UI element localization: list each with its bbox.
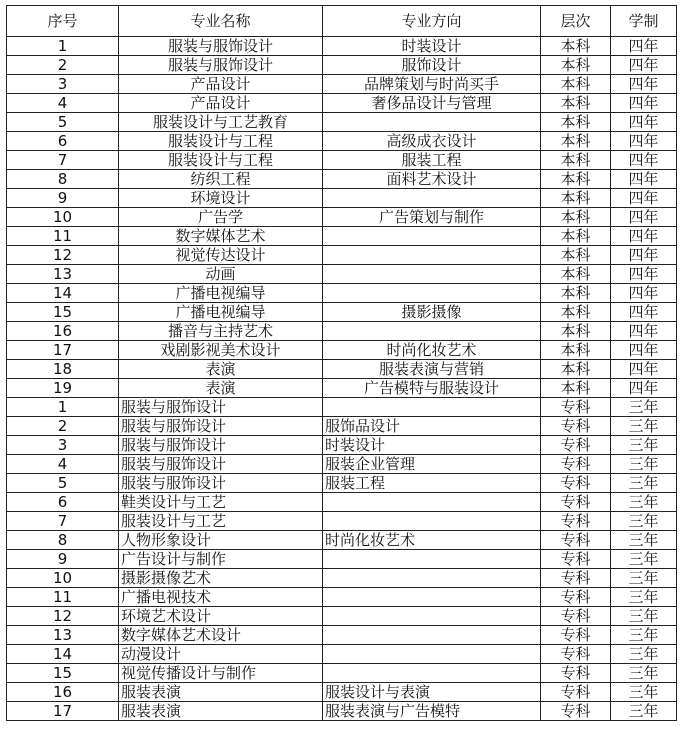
level: 专科 [541,531,611,550]
major-direction: 服装表演与营销 [323,360,541,379]
level: 本科 [541,37,611,56]
level: 本科 [541,113,611,132]
table-row [7,75,677,94]
level: 专科 [541,436,611,455]
level: 本科 [541,379,611,398]
duration: 四年 [611,284,677,303]
level: 专科 [541,683,611,702]
major-name: 播音与主持艺术 [119,322,323,341]
duration: 三年 [611,474,677,493]
major-name: 服装与服饰设计 [119,474,323,493]
table-row [7,493,677,512]
row-index: 14 [7,645,119,664]
table-row [7,683,677,702]
row-index: 6 [7,132,119,151]
level: 本科 [541,341,611,360]
row-index: 3 [7,75,119,94]
level: 本科 [541,170,611,189]
level: 本科 [541,56,611,75]
level: 专科 [541,626,611,645]
duration: 三年 [611,455,677,474]
duration: 三年 [611,417,677,436]
major-direction: 广告策划与制作 [323,208,541,227]
major-direction: 服装企业管理 [323,455,541,474]
table-row [7,455,677,474]
table-row [7,645,677,664]
row-index: 9 [7,189,119,208]
level: 本科 [541,189,611,208]
major-name: 服装表演 [119,683,323,702]
major-name: 鞋类设计与工艺 [119,493,323,512]
table-row [7,474,677,493]
table-row [7,246,677,265]
duration: 四年 [611,379,677,398]
row-index: 15 [7,664,119,683]
row-index: 5 [7,113,119,132]
row-index: 11 [7,227,119,246]
duration: 四年 [611,322,677,341]
row-index: 1 [7,398,119,417]
major-direction [323,265,541,284]
table-row [7,208,677,227]
table-row [7,702,677,721]
duration: 四年 [611,227,677,246]
program-table [6,5,677,721]
duration: 三年 [611,626,677,645]
major-direction [323,550,541,569]
table-row [7,588,677,607]
duration: 三年 [611,512,677,531]
major-name: 戏剧影视美术设计 [119,341,323,360]
level: 专科 [541,398,611,417]
major-direction [323,227,541,246]
row-index: 1 [7,37,119,56]
table-row [7,265,677,284]
level: 本科 [541,151,611,170]
level: 专科 [541,550,611,569]
row-index: 18 [7,360,119,379]
row-index: 5 [7,474,119,493]
major-direction: 服装表演与广告模特 [323,702,541,721]
major-name: 产品设计 [119,75,323,94]
table-row [7,56,677,75]
duration: 四年 [611,265,677,284]
table-row [7,569,677,588]
header-direction: 专业方向 [323,6,541,37]
table-row [7,379,677,398]
duration: 四年 [611,56,677,75]
table-row [7,417,677,436]
row-index: 4 [7,94,119,113]
row-index: 16 [7,322,119,341]
row-index: 12 [7,246,119,265]
duration: 四年 [611,151,677,170]
table-row [7,550,677,569]
header-row [7,6,677,37]
table-row [7,664,677,683]
row-index: 9 [7,550,119,569]
major-name: 表演 [119,360,323,379]
major-name: 环境艺术设计 [119,607,323,626]
row-index: 12 [7,607,119,626]
header-level: 层次 [541,6,611,37]
major-direction: 服饰品设计 [323,417,541,436]
level: 专科 [541,645,611,664]
level: 专科 [541,455,611,474]
row-index: 4 [7,455,119,474]
row-index: 17 [7,341,119,360]
major-direction [323,284,541,303]
header-duration: 学制 [611,6,677,37]
level: 本科 [541,303,611,322]
table-row [7,37,677,56]
duration: 三年 [611,702,677,721]
duration: 三年 [611,588,677,607]
major-name: 广播电视技术 [119,588,323,607]
major-name: 动画 [119,265,323,284]
major-direction: 服装工程 [323,151,541,170]
table-row [7,94,677,113]
duration: 三年 [611,645,677,664]
major-name: 广播电视编导 [119,284,323,303]
row-index: 13 [7,265,119,284]
row-index: 2 [7,417,119,436]
major-direction [323,113,541,132]
level: 专科 [541,588,611,607]
duration: 四年 [611,75,677,94]
major-direction: 奢侈品设计与管理 [323,94,541,113]
row-index: 6 [7,493,119,512]
row-index: 19 [7,379,119,398]
major-direction: 摄影摄像 [323,303,541,322]
duration: 四年 [611,37,677,56]
duration: 三年 [611,493,677,512]
table-row [7,398,677,417]
row-index: 2 [7,56,119,75]
major-direction: 时尚化妆艺术 [323,341,541,360]
level: 本科 [541,284,611,303]
duration: 四年 [611,170,677,189]
major-direction: 面料艺术设计 [323,170,541,189]
major-direction: 服饰设计 [323,56,541,75]
major-name: 纺织工程 [119,170,323,189]
duration: 三年 [611,436,677,455]
level: 本科 [541,265,611,284]
row-index: 11 [7,588,119,607]
row-index: 3 [7,436,119,455]
major-name: 广告设计与制作 [119,550,323,569]
major-name: 服装与服饰设计 [119,37,323,56]
level: 专科 [541,417,611,436]
duration: 三年 [611,531,677,550]
major-direction [323,189,541,208]
major-direction [323,569,541,588]
major-name: 服装设计与工程 [119,151,323,170]
major-name: 数字媒体艺术设计 [119,626,323,645]
row-index: 8 [7,531,119,550]
major-direction [323,398,541,417]
row-index: 7 [7,512,119,531]
row-index: 10 [7,208,119,227]
table-row [7,512,677,531]
major-name: 服装设计与工程 [119,132,323,151]
level: 本科 [541,246,611,265]
level: 专科 [541,702,611,721]
duration: 三年 [611,664,677,683]
major-name: 数字媒体艺术 [119,227,323,246]
row-index: 8 [7,170,119,189]
duration: 四年 [611,113,677,132]
level: 本科 [541,360,611,379]
duration: 四年 [611,94,677,113]
duration: 三年 [611,398,677,417]
level: 本科 [541,208,611,227]
major-name: 服装设计与工艺 [119,512,323,531]
major-name: 广播电视编导 [119,303,323,322]
table-row [7,531,677,550]
major-direction: 时尚化妆艺术 [323,531,541,550]
row-index: 16 [7,683,119,702]
major-direction: 品牌策划与时尚买手 [323,75,541,94]
major-name: 摄影摄像艺术 [119,569,323,588]
major-direction: 服装设计与表演 [323,683,541,702]
major-direction [323,512,541,531]
major-name: 广告学 [119,208,323,227]
table-row [7,303,677,322]
major-direction: 时装设计 [323,436,541,455]
level: 专科 [541,607,611,626]
level: 本科 [541,227,611,246]
duration: 三年 [611,607,677,626]
duration: 四年 [611,189,677,208]
major-name: 表演 [119,379,323,398]
major-direction [323,626,541,645]
level: 专科 [541,569,611,588]
level: 专科 [541,493,611,512]
row-index: 17 [7,702,119,721]
major-name: 服装与服饰设计 [119,417,323,436]
major-direction [323,322,541,341]
major-direction [323,493,541,512]
table-row [7,360,677,379]
duration: 三年 [611,683,677,702]
table-row [7,284,677,303]
major-direction [323,607,541,626]
table-row [7,341,677,360]
table-row [7,113,677,132]
major-direction [323,664,541,683]
duration: 四年 [611,246,677,265]
row-index: 15 [7,303,119,322]
major-direction: 服装工程 [323,474,541,493]
row-index: 10 [7,569,119,588]
major-name: 服装设计与工艺教育 [119,113,323,132]
major-name: 服装表演 [119,702,323,721]
major-name: 人物形象设计 [119,531,323,550]
row-index: 7 [7,151,119,170]
level: 本科 [541,322,611,341]
table-row [7,132,677,151]
table-row [7,189,677,208]
table-row [7,227,677,246]
duration: 三年 [611,569,677,588]
table-row [7,626,677,645]
major-name: 环境设计 [119,189,323,208]
header-index: 序号 [7,6,119,37]
major-name: 产品设计 [119,94,323,113]
header-major: 专业名称 [119,6,323,37]
major-name: 服装与服饰设计 [119,455,323,474]
duration: 四年 [611,303,677,322]
major-name: 视觉传达设计 [119,246,323,265]
major-direction [323,588,541,607]
duration: 四年 [611,132,677,151]
major-direction: 高级成衣设计 [323,132,541,151]
major-name: 视觉传播设计与制作 [119,664,323,683]
duration: 四年 [611,360,677,379]
level: 本科 [541,94,611,113]
table-row [7,170,677,189]
duration: 四年 [611,208,677,227]
row-index: 14 [7,284,119,303]
level: 本科 [541,75,611,94]
major-direction [323,645,541,664]
duration: 四年 [611,341,677,360]
table-row [7,322,677,341]
level: 本科 [541,132,611,151]
major-name: 服装与服饰设计 [119,436,323,455]
major-direction: 广告模特与服装设计 [323,379,541,398]
level: 专科 [541,512,611,531]
row-index: 13 [7,626,119,645]
duration: 三年 [611,550,677,569]
major-name: 动漫设计 [119,645,323,664]
major-direction: 时装设计 [323,37,541,56]
table-row [7,436,677,455]
level: 专科 [541,664,611,683]
table-row [7,607,677,626]
major-name: 服装与服饰设计 [119,56,323,75]
table-row [7,151,677,170]
level: 专科 [541,474,611,493]
major-direction [323,246,541,265]
major-name: 服装与服饰设计 [119,398,323,417]
